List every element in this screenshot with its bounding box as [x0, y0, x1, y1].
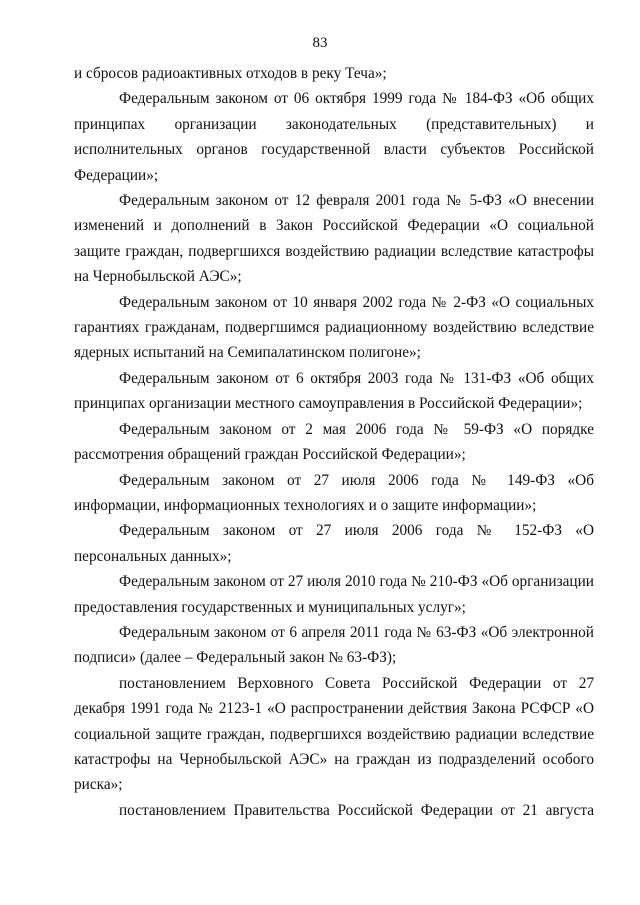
- paragraph-law-59: Федеральным законом от 2 мая 2006 года № 59-ФЗ «О порядке рассмотрения обращений граждан Российской Федерации»;: [74, 420, 594, 464]
- paragraph-law-2: Федеральным законом от 10 января 2002 года № 2-ФЗ «О социальных гарантиях гражданам, подвергшимся радиационному воздействию вследствие ядерных испытаний на Семипалатинском полигоне»;: [74, 293, 594, 362]
- paragraph-law-5: Федеральным законом от 12 февраля 2001 года № 5-ФЗ «О внесении изменений и дополнений в Закон Российской Федерации «О социальной защите граждан, подвергшихся воздействию радиации вследствие катастрофы на Чернобыльской АЭС»;: [74, 192, 594, 286]
- paragraph-continuation: и сбросов радиоактивных отходов в реку Теча»;: [74, 65, 387, 82]
- paragraph-law-210: Федеральным законом от 27 июля 2010 года № 210-ФЗ «Об организации предоставления государственных и муниципальных услуг»;: [74, 573, 594, 616]
- paragraph-law-184: Федеральным законом от 06 октября 1999 года № 184-ФЗ «Об общих принципах организации законодательных (представительных) и исполнительных органов государственной власти субъектов Российской Федерации»;: [74, 90, 594, 184]
- paragraph-law-63: Федеральным законом от 6 апреля 2011 года № 63-ФЗ «Об электронной подписи» (далее – Федеральный закон № 63-ФЗ);: [74, 623, 594, 667]
- paragraph-law-152: Федеральным законом от 27 июля 2006 года № 152-ФЗ «О персональных данных»;: [74, 522, 594, 565]
- paragraph-resolution-2123-1: постановлением Верховного Совета Российской Федерации от 27 декабря 1991 года № 2123-1 «О распространении действия Закона РСФСР «О социальной защите граждан, подвергшихся воздействию радиации вследствие катастрофы на Чернобыльской АЭС» на граждан из подразделений особого риска»;: [74, 674, 594, 794]
- paragraph-law-149: Федеральным законом от 27 июля 2006 года № 149-ФЗ «Об информации, информационных технологиях и о защите информации»;: [74, 471, 594, 514]
- paragraph-law-131: Федеральным законом от 6 октября 2003 года № 131-ФЗ «Об общих принципах организации местного самоуправления в Российской Федерации»;: [74, 369, 594, 413]
- page-number: 83: [312, 35, 328, 51]
- paragraph-government-resolution: постановлением Правительства Российской Федерации от 21 августа: [119, 801, 594, 819]
- document-body: [74, 61, 594, 823]
